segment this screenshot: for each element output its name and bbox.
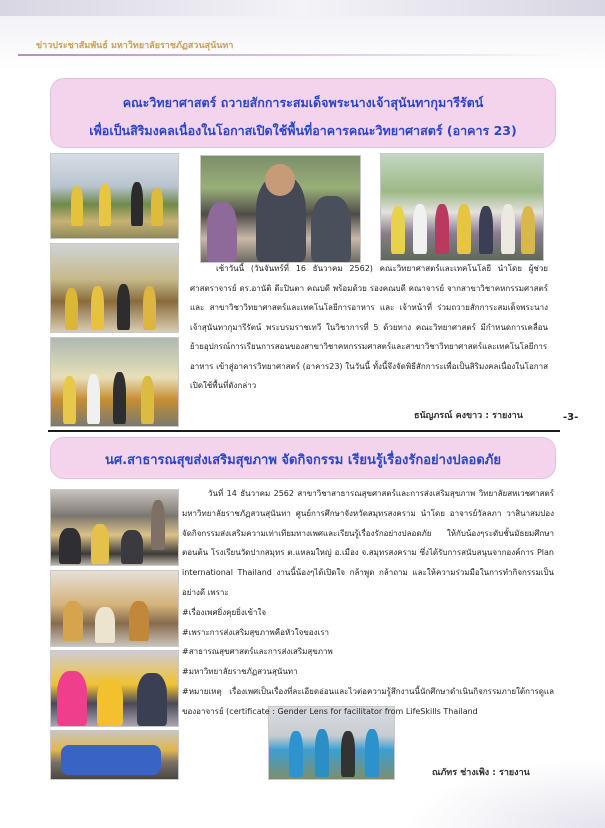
page-header	[18, 38, 588, 58]
decorative-header-band	[0, 0, 605, 70]
article1-photo-5	[50, 337, 179, 427]
article2-hashtag: #สาธารณสุขศาสตร์และการส่งเสริมสุขภาพ	[182, 647, 333, 657]
article1-reporter: ธนัญภรณ์ คงขาว : รายงาน	[414, 411, 523, 421]
article2-body-text: วันที่ 14 ธันวาคม 2562 สาขาวิชาสาธารณสุขศาสตร์และการส่งเสริมสุขภาพ วิทยาลัยสหเวชศาสตร์ มหาวิทยาลัยราชภัฏสวนสุนันทา ศูนย์การศึกษาจังหวัดสมุทรสงคราม นำโดย อาจารย์วัลลภา วาสินาสมปอง จัดกิจกรรมส่งเสริมความเท่าเทียมทางเพศและเรียนรู้เรื่องรักอย่างปลอดภัย ให้กับน้องๆระดับชั้นมัธยมศึกษาตอนต้น โรงเรียนวัดปากสมุทร ต.แหลมใหญ่ อ.เมือง จ.สมุทรสงคราม ซึ่งได้รับการสนับสนุนจากองค์การ Plan international Thailand งานนี้น้องๆได้เปิดใจ กล้าพูด กล้าถาม และให้ความร่วมมือในการทำกิจกรรมเป็นอย่างดี เพราะ	[182, 489, 554, 597]
article1-body	[190, 259, 548, 396]
article1-photo-3	[380, 153, 544, 261]
section-divider	[48, 430, 560, 432]
article2-title: นศ.สาธารณสุขส่งเสริมสุขภาพ จัดกิจกรรม เรียนรู้เรื่องรักอย่างปลอดภัย	[105, 453, 501, 468]
article2-reporter: ณภัทร ช่างเพิง : รายงาน	[432, 768, 530, 778]
article1-title-banner	[50, 78, 556, 148]
article2-hashtag: #เรื่องเพศยิ่งคุยยิ่งเข้าใจ	[182, 607, 267, 617]
page-number: -3-	[563, 412, 579, 423]
article1-photo-1	[50, 153, 179, 239]
article2-hashtag: #เพราะการส่งเสริมสุขภาพคือหัวใจของเรา	[182, 627, 330, 637]
article1-photo-2	[200, 155, 361, 263]
article2-photo-4	[50, 730, 179, 780]
article2-body	[182, 484, 554, 722]
article2-photo-1	[50, 489, 179, 566]
article2-photo-2	[50, 570, 179, 647]
article1-title-line2: เพื่อเป็นสิริมงคลเนื่องในโอกาสเปิดใช้พื้นที่อาคารคณะวิทยาศาสตร์ (อาคาร 23)	[89, 123, 517, 138]
article2-title-banner	[50, 437, 556, 479]
article2-photo-3	[50, 650, 179, 727]
article1-body-text: เช้าวันนี้ (วันจันทร์ที่ 16 ธันวาคม 2562) คณะวิทยาศาสตร์และเทคโนโลยี นำโดย ผู้ช่วยศาสตราจารย์ ดร.อานัติ ดีะปินตา คณบดี พร้อมด้วย รองคณบดี คณาจารย์ จากสาขาวิชาคหกรรมศาสตร์และ สาขาวิชาวิทยาศาสตร์และเทคโนโลยีการอาหาร และ เจ้าหน้าที่ ร่วมถวายสักการะสมเด็จพระนางเจ้าสุนันทากุมารีรัตน์ พระบรมราชเทวี ในวิชาการที่ 5 ด้วยทาง คณะวิทยาศาสตร์ มีกำหนดการเคลื่อนย้ายอุปกรณ์การเรียนการสอนของสาขาวิชาคหกรรมศาสตร์และสาขาวิชาวิทยาศาสตร์และเทคโนโลยีการอาหาร เข้าสู่อาคารวิทยาศาสตร์ (อาคาร23) ในวันนี้ ทั้งนี้จึงจัดพิธีสักการะเพื่อเป็นสิริมงคลเนื่องในโอกาสเปิดใช้พื้นที่ดังกล่าว	[190, 264, 548, 390]
article1-photo-4	[50, 243, 179, 333]
article1-title-line1: คณะวิทยาศาสตร์ ถวายสักการะสมเด็จพระนางเจ้าสุนันทากุมารีรัตน์	[122, 95, 484, 110]
header-title: ข่าวประชาสัมพันธ์ มหาวิทยาลัยราชภัฏสวนสุนันทา	[36, 41, 234, 51]
header-rule	[18, 54, 588, 56]
article2-note: #หมายเหตุ เรื่องเพศเป็นเรื่องที่ละเอียดอ่อนและไวต่อความรู้สึกงานนี้นักศึกษาดำเนินกิจกรรมภายใต้การดูแลของอาจารย์ (certificate : Gender Lens for facilitator from LifeSkills Thailand	[182, 686, 554, 716]
article2-hashtag: #มหาวิทยาลัยราชภัฏสวนสุนันทา	[182, 667, 298, 677]
